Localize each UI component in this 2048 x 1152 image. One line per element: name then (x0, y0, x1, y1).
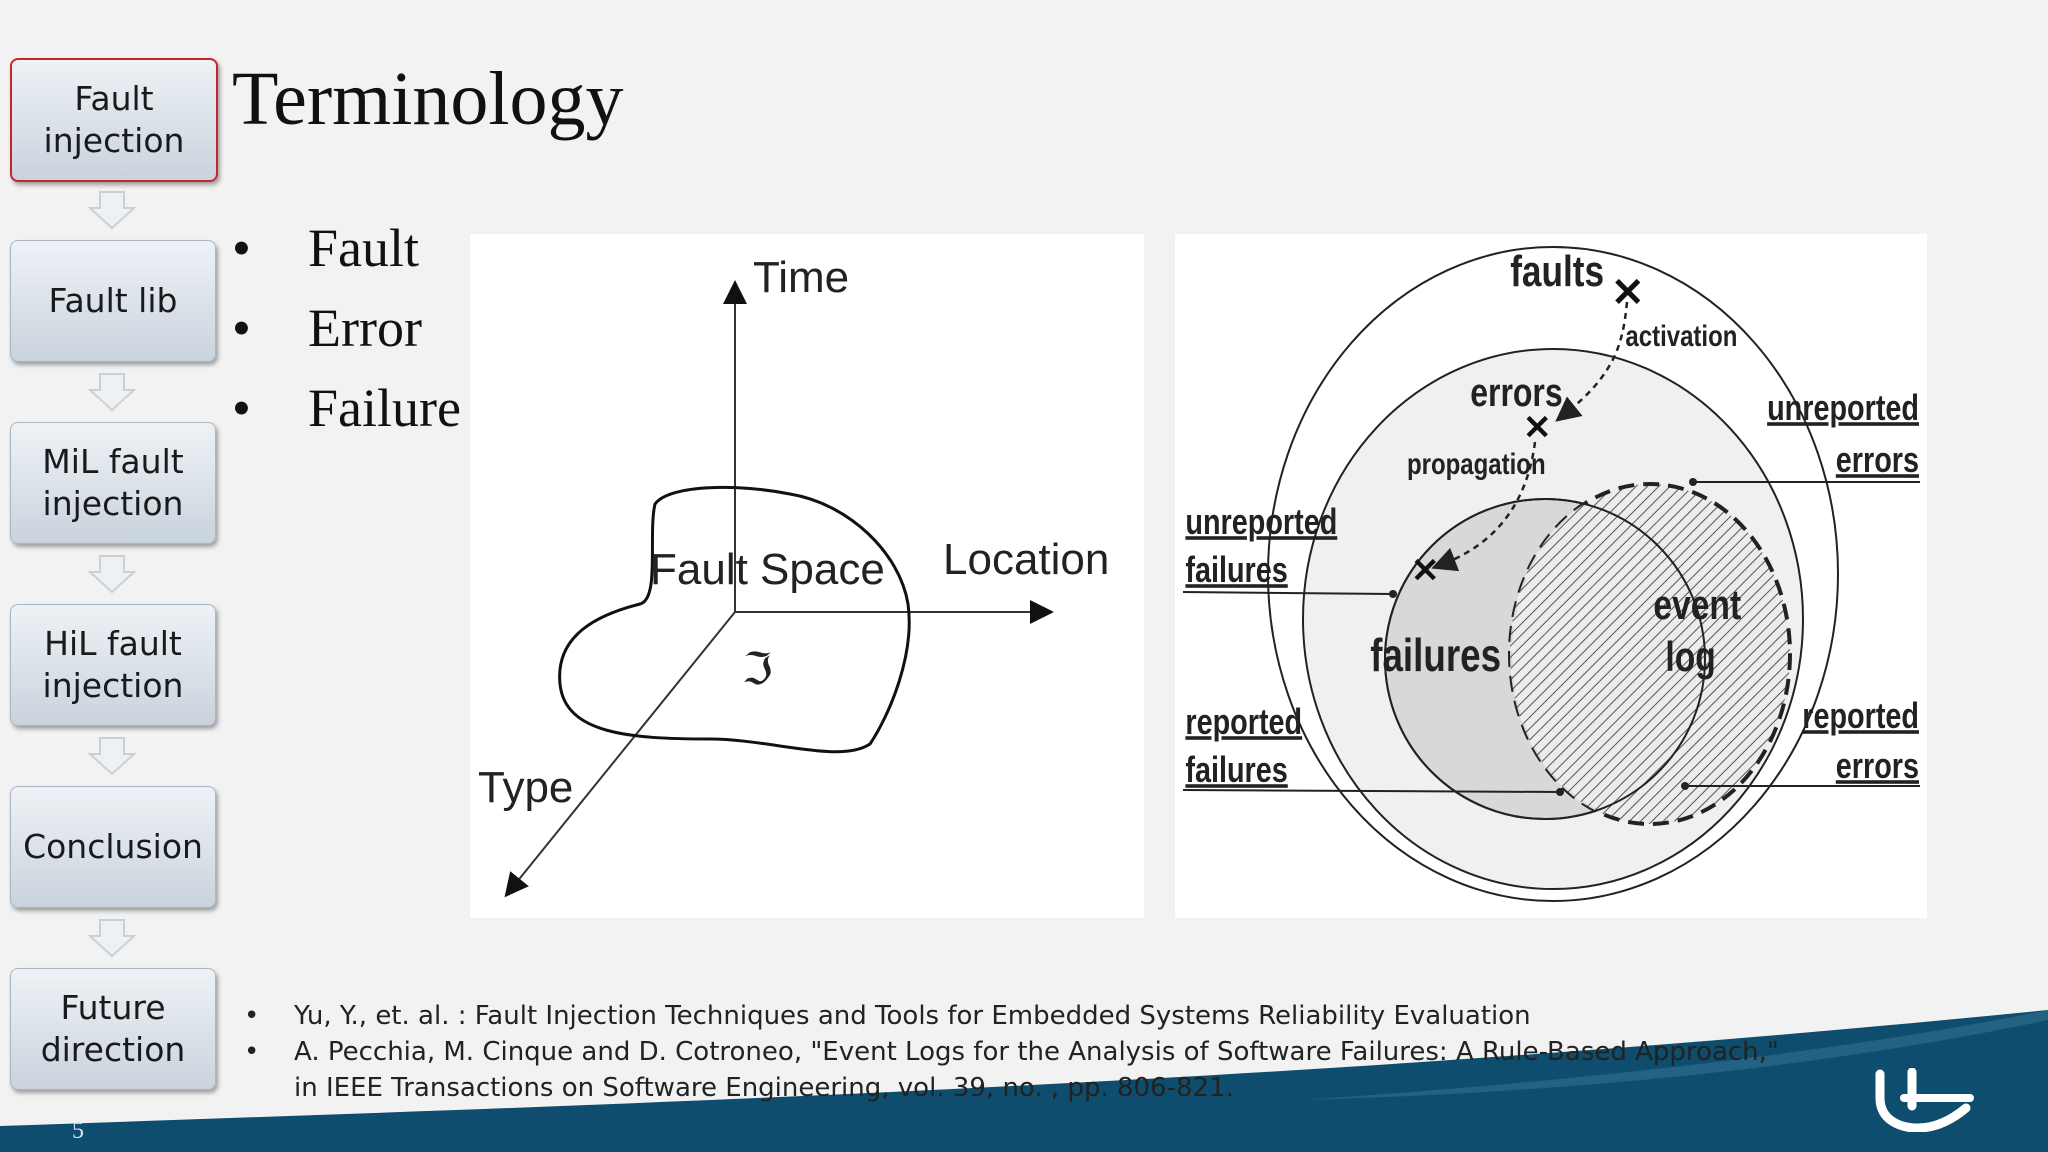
references (244, 998, 1779, 1106)
axis-location-label: Location (943, 535, 1110, 584)
fault-space-label: Fault Space (650, 545, 885, 594)
fault-space-symbol: ℑ (742, 645, 773, 694)
nav-item-label: Fault lib (48, 281, 178, 320)
unreported-failures-label-1: unreported (1185, 500, 1338, 542)
propagation-label: propagation (1407, 446, 1546, 481)
unreported-errors-label-1: unreported (1767, 386, 1919, 428)
nav-item-mil-fault-injection[interactable] (10, 422, 216, 544)
type-axis (512, 612, 735, 888)
errors-label: errors (1470, 369, 1563, 415)
nav-item-fault-injection[interactable] (10, 58, 218, 182)
nav-item-fault-lib[interactable] (10, 240, 216, 362)
list-item: • Fault (232, 208, 461, 288)
chevron-down-icon (88, 554, 136, 594)
bullet-text: Error (308, 298, 422, 358)
nav-item-future-direction[interactable] (10, 968, 216, 1090)
unreported-errors-label-2: errors (1835, 438, 1919, 480)
fault-space-diagram (470, 234, 1144, 918)
nav-item-label: Future direction (40, 988, 186, 1069)
unreported-failures-label-2: failures (1185, 548, 1288, 590)
failure-model-svg (1175, 234, 1927, 918)
event-label: event (1653, 582, 1742, 629)
nav-item-label: Fault injection (43, 79, 185, 160)
log-label: log (1665, 634, 1716, 681)
chevron-down-icon (88, 372, 136, 412)
activation-label: activation (1625, 318, 1738, 353)
chevron-down-icon (88, 736, 136, 776)
list-item: • Error (232, 288, 461, 368)
reference-text: in IEEE Transactions on Software Engineering, vol. 39, no. , pp. 806-821. (294, 1073, 1234, 1103)
reported-errors-label-1: reported (1802, 694, 1919, 736)
failures-label: failures (1370, 629, 1502, 681)
chevron-down-icon (88, 190, 136, 230)
reported-errors-label-2: errors (1835, 744, 1919, 786)
nav-item-hil-fault-injection[interactable] (10, 604, 216, 726)
fault-mark-icon: ✕ (1611, 271, 1645, 315)
list-item (244, 1070, 1779, 1106)
bullet-text: Fault (308, 218, 420, 278)
nav-item-label: Conclusion (23, 827, 203, 866)
error-mark-icon: ✕ (1523, 409, 1552, 447)
failure-model-diagram (1175, 234, 1927, 918)
failure-mark-icon: ✕ (1411, 552, 1440, 590)
list-item: • A. Pecchia, M. Cinque and D. Cotroneo, "Event Logs for the Analysis of Software Failures: A Rule-Based Approach," (244, 1034, 1779, 1070)
bullet-list (232, 208, 461, 448)
nav-item-label: HiL fault injection (42, 624, 184, 705)
reference-text: A. Pecchia, M. Cinque and D. Cotroneo, "Event Logs for the Analysis of Software Failures: A Rule-Based Approach," (294, 1037, 1779, 1067)
list-item: • Yu, Y., et. al. : Fault Injection Techniques and Tools for Embedded Systems Reliability Evaluation (244, 998, 1779, 1034)
faults-label: faults (1510, 247, 1605, 296)
axis-time-label: Time (753, 253, 850, 302)
university-logo-icon (1874, 1068, 1974, 1132)
page-number: 5 (72, 1118, 84, 1144)
reported-failures-label-1: reported (1185, 700, 1303, 742)
reported-failures-label-2: failures (1185, 748, 1288, 790)
chevron-down-icon (88, 918, 136, 958)
nav-item-label: MiL fault injection (42, 442, 184, 523)
reference-text: Yu, Y., et. al. : Fault Injection Techniques and Tools for Embedded Systems Reliability Evaluation (294, 1001, 1531, 1031)
nav-item-conclusion[interactable] (10, 786, 216, 908)
axis-type-label: Type (478, 763, 574, 812)
fault-space-svg (470, 234, 1144, 918)
page-title: Terminology (232, 57, 624, 141)
bullet-text: Failure (308, 378, 461, 438)
list-item: • Failure (232, 368, 461, 448)
